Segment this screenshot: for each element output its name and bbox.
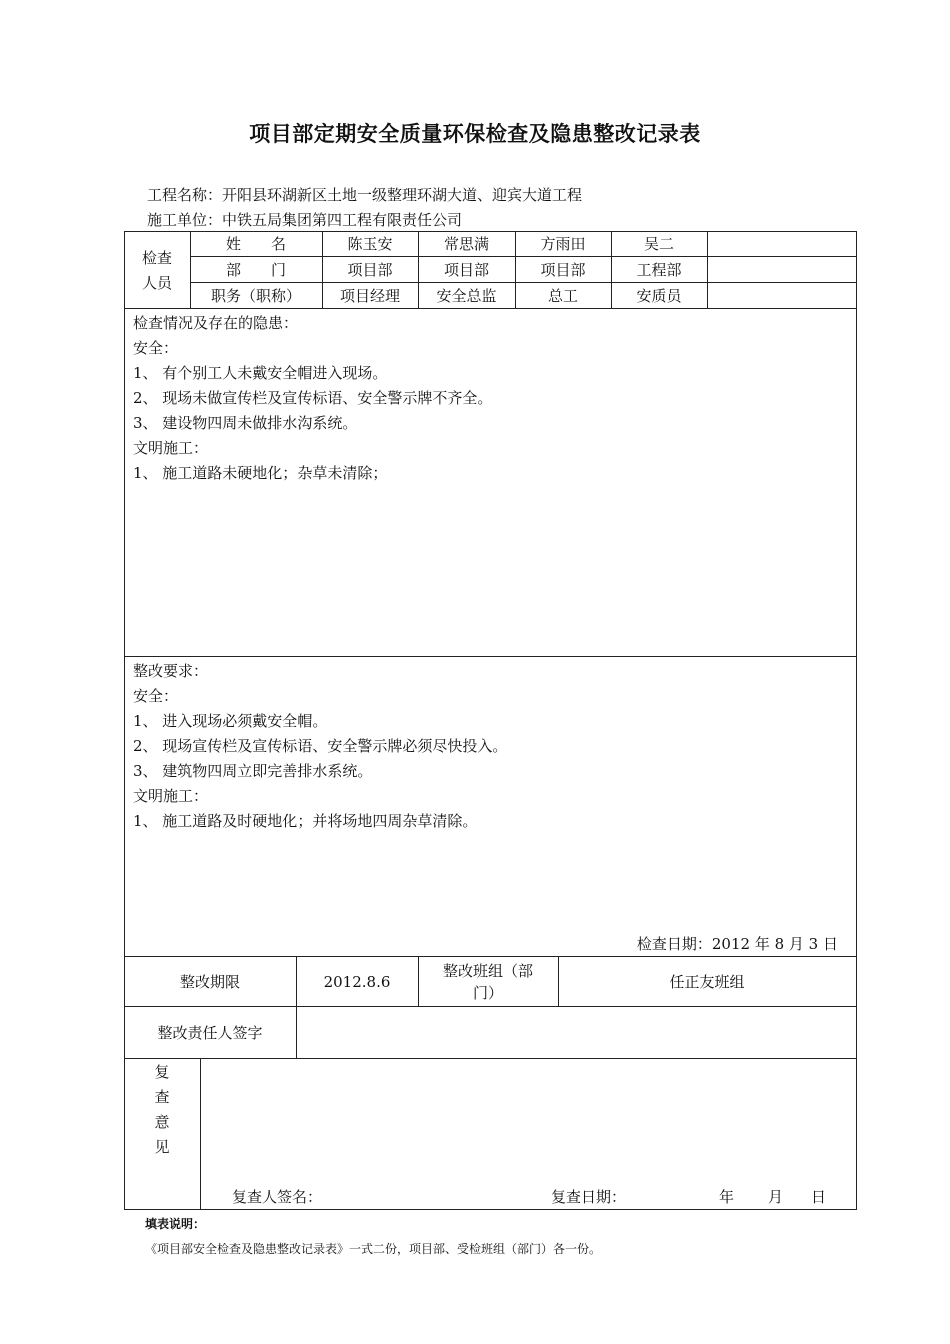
inspection-date: 检查日期：2012 年 8 月 3 日	[636, 935, 838, 953]
deadline-label: 整改期限	[179, 973, 240, 991]
findings-line: 文明施工：	[133, 439, 209, 457]
review-label-char: 意	[154, 1113, 170, 1131]
inspector-group-label-line2: 人员	[141, 274, 172, 292]
row-label-position: 职务（职称）	[210, 287, 301, 305]
construction-unit: 施工单位：中铁五局集团第四工程有限责任公司	[147, 211, 463, 229]
review-label-char: 见	[154, 1138, 170, 1156]
review-label-char: 复	[154, 1063, 170, 1081]
row-label-name: 姓 名	[225, 235, 286, 253]
row-label-department: 部 门	[225, 261, 286, 279]
notes-text: 《项目部安全检查及隐患整改记录表》一式二份，项目部、受检班组（部门）各一份。	[145, 1242, 602, 1256]
findings-line: 安全：	[133, 339, 179, 357]
inspector-name-1: 陈玉安	[347, 235, 393, 253]
requirements-line: 1、 施工道路及时硬地化；并将场地四周杂草清除。	[133, 812, 478, 830]
inspector-name-4: 吴二	[643, 235, 674, 253]
team-label-line1: 整改班组（部	[442, 962, 533, 980]
inspector-dept-2: 项目部	[443, 261, 489, 279]
review-date-month: 月	[768, 1188, 784, 1206]
inspector-dept-1: 项目部	[347, 261, 393, 279]
team-label	[418, 960, 558, 1004]
team-value: 任正友班组	[669, 973, 745, 991]
requirements-line: 1、 进入现场必须戴安全帽。	[133, 712, 328, 730]
findings-line: 1、 有个别工人未戴安全帽进入现场。	[133, 364, 388, 382]
inspector-dept-4: 工程部	[636, 261, 682, 279]
project-name: 工程名称：开阳县环湖新区土地一级整理环湖大道、迎宾大道工程	[147, 186, 583, 204]
inspector-group-label	[124, 246, 190, 296]
responsible-sign-label: 整改责任人签字	[157, 1024, 263, 1042]
form-title: 项目部定期安全质量环保检查及隐患整改记录表	[249, 122, 701, 146]
inspector-position-3: 总工	[547, 287, 578, 305]
review-label	[124, 1060, 200, 1160]
inspector-name-3: 方雨田	[540, 235, 586, 253]
reviewer-signature-label: 复查人签名：	[232, 1188, 323, 1206]
findings-line: 3、 建设物四周未做排水沟系统。	[133, 414, 358, 432]
requirements-line: 安全：	[133, 687, 179, 705]
inspector-group-label-line1: 检查	[141, 249, 172, 267]
requirements-heading: 整改要求：	[133, 662, 209, 680]
inspector-position-2: 安全总监	[436, 287, 497, 305]
requirements-line: 3、 建筑物四周立即完善排水系统。	[133, 762, 373, 780]
inspector-dept-3: 项目部	[540, 261, 586, 279]
findings-section	[133, 311, 492, 486]
requirements-line: 文明施工：	[133, 787, 209, 805]
requirements-section	[133, 659, 507, 834]
inspector-position-1: 项目经理	[339, 287, 400, 305]
findings-line: 1、 施工道路未硬地化；杂草未清除；	[133, 464, 388, 482]
notes-title: 填表说明：	[145, 1217, 206, 1231]
review-label-char: 查	[154, 1088, 170, 1106]
review-opinion-field[interactable]	[201, 1059, 856, 1179]
findings-heading: 检查情况及存在的隐患：	[133, 314, 299, 332]
review-date-label: 复查日期：	[551, 1188, 627, 1206]
review-date-year: 年	[719, 1188, 735, 1206]
team-label-line2: 门）	[472, 984, 503, 1002]
review-date-day: 日	[811, 1188, 827, 1206]
requirements-line: 2、 现场宣传栏及宣传标语、安全警示牌必须尽快投入。	[133, 737, 508, 755]
responsible-sign-field[interactable]	[296, 1007, 856, 1057]
inspector-position-4: 安质员	[636, 287, 682, 305]
findings-line: 2、 现场未做宣传栏及宣传标语、安全警示牌不齐全。	[133, 389, 493, 407]
inspector-name-2: 常思满	[443, 235, 489, 253]
deadline-value: 2012.8.6	[323, 973, 391, 991]
